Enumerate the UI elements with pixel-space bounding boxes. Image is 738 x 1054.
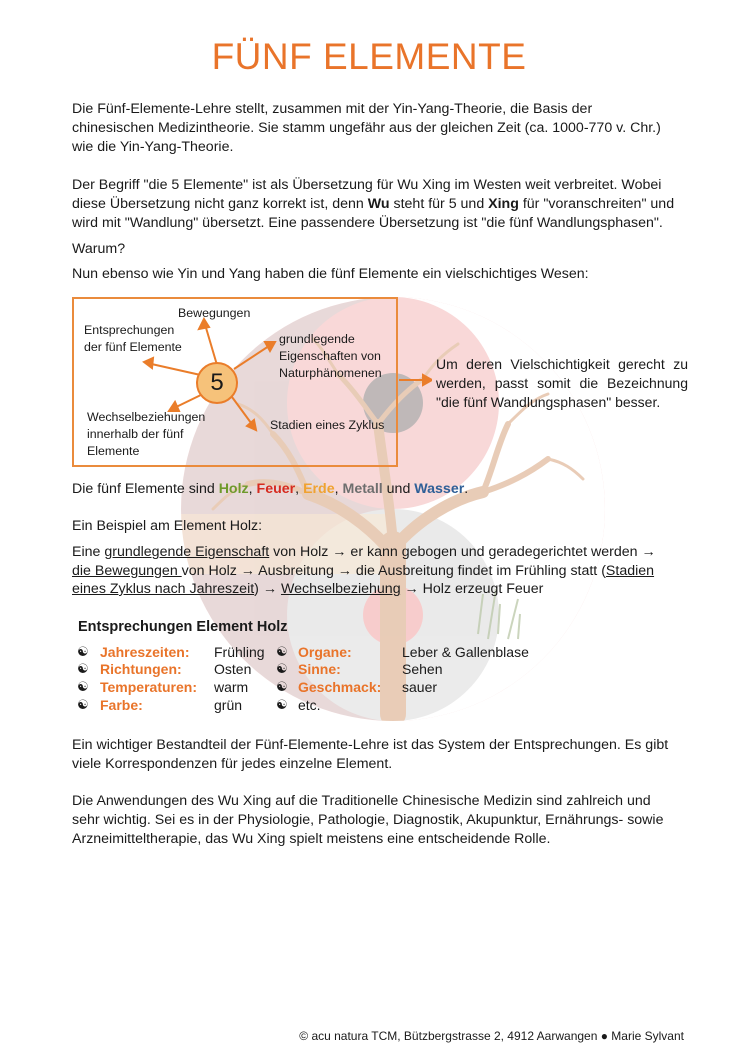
elements-end: .	[464, 481, 469, 497]
beispiel-t4: ) →	[254, 581, 281, 597]
corr-left-val: Osten	[214, 661, 252, 677]
beispiel-u1: grundlegende Eigenschaft	[104, 544, 270, 560]
beispiel-t3: von Holz → Ausbreitung → die Ausbreitung findet im Frühling statt (	[181, 562, 606, 579]
beispiel-paragraph	[72, 543, 678, 599]
corr-right-key: Geschmack:	[298, 679, 382, 695]
footer: © acu natura TCM, Bützbergstrasse 2, 4912 Aarwangen ● Marie Sylvant	[299, 1029, 684, 1043]
beispiel-u3: Stadien eines Zyklus nach Jahreszeit	[72, 562, 655, 597]
corr-right-val: sauer	[402, 679, 438, 695]
yin-yang-icon: ☯	[276, 644, 288, 659]
beispiel-t2: von Holz → er kann gebogen und geradegerichtet werden →	[269, 544, 656, 560]
corr-title: Entsprechungen Element Holz	[78, 619, 288, 635]
diagram-side-text: Um deren Vielschichtigkeit gerecht zu werden, passt somit die Bezeichnung "die fünf Wandlungsphasen" besser.	[436, 356, 688, 410]
corr-right-val: Leber & Gallenblase	[402, 644, 529, 660]
label-stadien: Stadien eines Zyklus	[270, 418, 385, 432]
element-metall: Metall	[342, 481, 383, 497]
yin-yang-icon: ☯	[77, 661, 89, 676]
label-entsprechungen-1: Entsprechungen	[84, 323, 175, 337]
label-entsprechungen-2: der fünf Elemente	[84, 340, 182, 354]
beispiel-u2: die Bewegungen	[72, 562, 182, 579]
nun-text: Nun ebenso wie Yin und Yang haben die fünf Elemente ein vielschichtiges Wesen:	[72, 266, 589, 282]
begriff-text-3: für "voranschreiten" und wird mit "Wandlung" übersetzt. Eine passendere Übersetzung ist "die fünf Wandlungsphasen".	[72, 196, 675, 231]
elements-sep-3: ,	[334, 481, 343, 497]
elements-line	[72, 480, 678, 499]
begriff-text-1: Der Begriff "die 5 Elemente" ist als Übersetzung für Wu Xing im Westen weit verbreitet. Wobei diese Übersetzung nicht ganz korrekt ist, denn	[72, 177, 662, 212]
element-holz: Holz	[218, 481, 249, 497]
begriff-xing: Xing	[488, 196, 519, 212]
begriff-paragraph	[72, 176, 678, 233]
element-feuer: Feuer	[256, 481, 296, 497]
yin-yang-icon: ☯	[77, 679, 89, 694]
yin-yang-icon: ☯	[77, 644, 89, 659]
yin-yang-icon: ☯	[276, 697, 288, 712]
corr-left-val: warm	[214, 679, 249, 695]
page-title: FÜNF ELEMENTE	[211, 36, 527, 77]
corr-right-key: Organe:	[298, 644, 352, 660]
label-grundlegende-3: Naturphänomenen	[279, 366, 382, 380]
yin-yang-icon: ☯	[276, 679, 288, 694]
corr-right-key: Sinne:	[298, 661, 341, 677]
label-wechsel-3: Elemente	[87, 444, 140, 458]
yin-yang-icon: ☯	[77, 697, 89, 712]
corr-left-key: Farbe:	[100, 697, 143, 713]
beispiel-t1: Eine	[72, 544, 105, 560]
label-wechsel-1: Wechselbeziehungen	[87, 410, 206, 424]
element-wasser: Wasser	[414, 481, 465, 497]
beispiel-u4: Wechselbeziehung	[280, 581, 401, 597]
element-erde: Erde	[303, 481, 335, 497]
outro-paragraph-1: Ein wichtiger Bestandteil der Fünf-Elemente-Lehre ist das System der Entsprechungen. Es gibt viele Korrespondenzen für jedes einzelne Element.	[72, 737, 669, 772]
corr-left-val: grün	[214, 697, 243, 713]
corr-left-key: Richtungen:	[100, 661, 182, 677]
beispiel-title: Ein Beispiel am Element Holz:	[72, 518, 263, 534]
outro-paragraph-2: Die Anwendungen des Wu Xing auf die Traditionelle Chinesische Medizin sind zahlreich und sehr wichtig. Sei es in der Physiologie, Pathologie, Diagnostik, Akupunktur, Ernährungs- sowie Arzneimitteltherapie, das Wu Xing spielt meistens eine entscheidende Rolle.	[72, 793, 664, 847]
label-wechsel-2: innerhalb der fünf	[87, 427, 184, 441]
corr-right-val: Sehen	[402, 661, 443, 677]
corr-left-key: Temperaturen:	[100, 679, 197, 695]
begriff-text-2: steht für 5 und	[389, 196, 489, 212]
corr-left-key: Jahreszeiten:	[100, 644, 190, 660]
corr-left-val: Frühling	[214, 644, 265, 660]
label-grundlegende-1: grundlegende	[279, 332, 355, 346]
corr-right-key: etc.	[298, 697, 321, 713]
warum-text: Warum?	[72, 241, 126, 257]
elements-prefix: Die fünf Elemente sind	[72, 481, 219, 497]
intro-paragraph: Die Fünf-Elemente-Lehre stellt, zusammen mit der Yin-Yang-Theorie, die Basis der chinesischen Medizintheorie. Sie stamm ungefähr aus der gleichen Zeit (ca. 1000-770 v. Chr.) wie die Yin-Yang-Theorie.	[72, 101, 661, 155]
begriff-wu: Wu	[367, 196, 390, 212]
elements-sep-2: ,	[295, 481, 304, 497]
beispiel-t5: → Holz erzeugt Feuer	[400, 581, 544, 597]
label-grundlegende-2: Eigenschaften von	[279, 349, 381, 363]
elements-und: und	[382, 481, 415, 497]
elements-sep-1: ,	[248, 481, 257, 497]
diagram-center-number: 5	[210, 369, 224, 396]
yin-yang-icon: ☯	[276, 661, 288, 676]
label-bewegungen: Bewegungen	[178, 306, 251, 320]
